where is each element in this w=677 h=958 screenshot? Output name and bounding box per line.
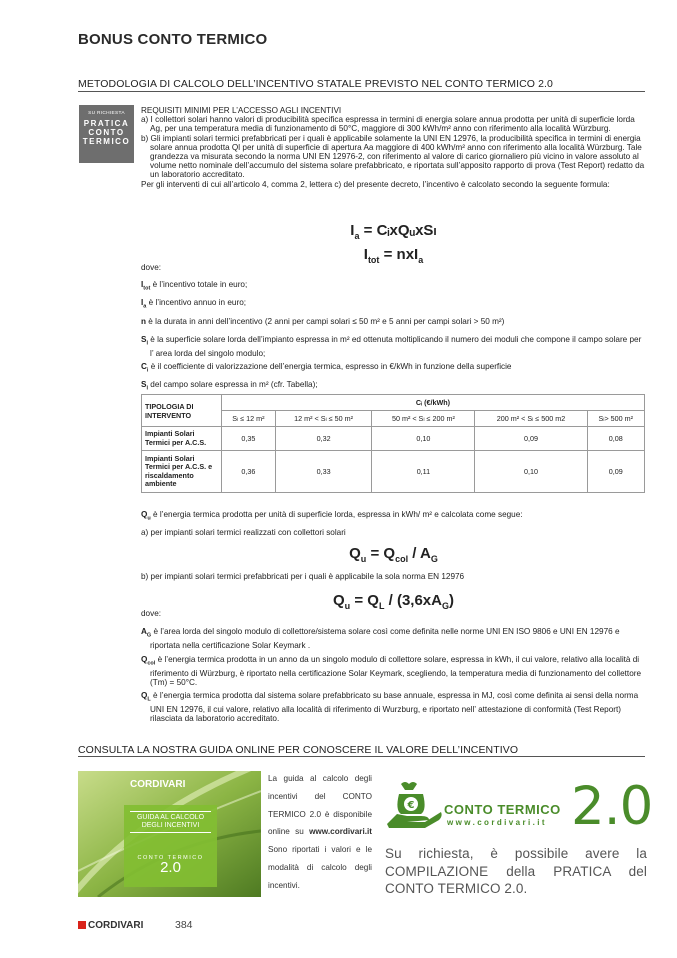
def-sl: $S_l$ è la superficie solare lorda dell’impianto espressa in m² ed ottenuta moltiplicando il numero dei moduli che compone il campo solare per l’ area lorda del singolo modulo; (141, 335, 642, 359)
page-title: BONUS CONTO TERMICO (78, 31, 268, 48)
table-cell: 0,36 (222, 451, 276, 493)
requirements-heading: REQUISITI MINIMI PER L’ACCESSO AGLI INCENTIVI (141, 106, 342, 115)
def-ql: $Q_L$ è l’energia termica prodotta dal sistema solare prefabbricato su base annuale, espressa in MJ, così come definita ai sensi della norma UNI EN 12976, il cui valore, relativo alla località di riferimento di Wurzburg, e riportato nell’ attestazione di conformità (Test Report) rilasciata da laboratorio accreditato. (141, 691, 639, 724)
conto-termico-version: 2.0 (571, 776, 653, 837)
formula-intro: Per gli interventi di cui all’articolo 4, comma 2, lettera c) del presente decreto, l’incentivo è calcolato secondo la seguente formula: (141, 179, 610, 189)
guide-text-1: La guida al calcolo degli incentivi del CONTO TERMICO 2.0 è disponibile online su (268, 774, 372, 837)
def-ia-text: è l’incentivo annuo in euro; (148, 298, 247, 307)
def-ag-text: è l’area lorda del singolo modulo di collettore/sistema solare così come definita nelle norme UNI EN ISO 9806 e UNI EN 12976 e riportata nella certificazione Solar Keymark . (150, 627, 620, 651)
table-cell: 0,09 (475, 427, 587, 451)
page-number: 384 (175, 919, 193, 931)
formula-ia: $I_a$ = CᵢxQᵤxSₗ (350, 222, 437, 241)
guide-brand-logo: CORDIVARI (130, 779, 186, 790)
dove-label-1: dove: (141, 263, 162, 272)
table-cell: 0,10 (372, 427, 475, 451)
request-compilation-text: Su richiesta, è possibile avere la COMPILAZIONE della PRATICA del CONTO TERMICO 2.0. (385, 846, 647, 896)
badge-line-1: SU RICHIESTA (88, 111, 125, 116)
pratica-badge (79, 105, 134, 163)
def-sl2-text: del campo solare espressa in m² (cfr. Tabella); (150, 380, 318, 389)
table-range: Sₗ ≤ 12 m² (222, 411, 276, 427)
requirement-b: b) Gli impianti solari termici prefabbricati per i quali è applicabile solamente la UNI EN 12976, la producibilità specifica in termini di energia solare annua prodotta Ql per unità di superficie di apertura Aa maggiore di 400 kWh/m² anno con riferimento alla località Würzburg. Tale grandezza va misurata secondo la norma UNI EN 12976-2, con riferimento al valore di carico giornaliero più vicino in valore assoluto al volume netto nominale dell’accumulo del sistema solare prefabbricato, e riportata sull’apposito rapporto di prova (Test Report) redatto da un laboratorio accreditato. (141, 133, 645, 180)
table-row (142, 451, 645, 493)
case-b: b) per impianti solari termici prefabbricati per i quali è applicabile la sola norma EN 12976 (141, 572, 465, 581)
requirements-block (141, 106, 646, 189)
formula-itot: $I_{tot} = nxI_a$ (363, 246, 424, 265)
guide-section-title: CONSULTA LA NOSTRA GUIDA ONLINE PER CONOSCERE IL VALORE DELL’INCENTIVO (78, 744, 519, 756)
def-qu: $Q_u$ è l’energia termica prodotta per unità di superficie lorda, espressa in kWh/ m² e calcolata come segue: (141, 510, 523, 522)
table-cell: 0,35 (222, 427, 276, 451)
coefficient-table (141, 394, 645, 493)
table-row (142, 427, 645, 451)
badge-line-2: PRATICA (83, 119, 130, 128)
money-hand-icon (385, 780, 443, 828)
dove-label-2: dove: (141, 609, 162, 618)
table-ci-head: Cᵢ (€/kWh) (222, 395, 645, 411)
table-cell: 0,11 (372, 451, 475, 493)
def-ag: $A_G$ è l’area lorda del singolo modulo di collettore/sistema solare così come definita nelle norme UNI EN ISO 9806 e UNI EN 12976 e riportata nella certificazione Solar Keymark . (141, 627, 620, 651)
table-row-label: Impianti Solari Termici per A.C.S. (142, 427, 222, 451)
footer-brand-logo (78, 920, 143, 931)
def-sl2: $S_l$ del campo solare espressa in m² (cfr. Tabella); (141, 380, 318, 392)
table-cell: 0,08 (587, 427, 644, 451)
conto-termico-logo-text: CONTO TERMICO (444, 802, 561, 817)
def-ci: $C_i$ è il coefficiente di valorizzazione dell’energia termica, espresso in €/kWh in funzione della superficie (141, 362, 512, 374)
guide-description (268, 770, 372, 895)
def-n-text: è la durata in anni dell’incentivo (2 anni per campi solari ≤ 50 m² e 5 anni per campi solari > 50 m²) (148, 317, 505, 326)
def-ia: $I_a$ è l’incentivo annuo in euro; (141, 298, 247, 310)
def-itot: $I_{tot}$ è l’incentivo totale in euro; (141, 280, 248, 292)
badge-line-3: CONTO (88, 128, 125, 137)
def-ql-text: è l’energia termica prodotta dal sistema solare prefabbricato su base annuale, espressa in MJ, così come definita ai sensi della norma UNI EN 12976, il cui valore, relativo alla località di riferimento di Wurzburg, e riportato nell’ attestazione di conformità (Test Report) rilasciata da laboratorio accreditato. (150, 691, 639, 724)
section-divider (78, 91, 645, 92)
brand-mark-icon (78, 921, 86, 929)
table-range: Sₗ> 500 m² (587, 411, 644, 427)
table-cell: 0,09 (587, 451, 644, 493)
def-qcol: $Q_{col}$ è l’energia termica prodotta in un anno da un singolo modulo di collettore solare, espressa in kWh, il cui valore, relativo alla località di riferimento di Würzburg, è riportato nella certificazione Solar Keymark, scegliendo, la temperatura media di funzionamento del collettore (Tm) = 50°C. (141, 655, 642, 688)
formula-ia-rhs: = CᵢxQᵤxSₗ (363, 222, 437, 239)
section-title: METODOLOGIA DI CALCOLO DELL’INCENTIVO STATALE PREVISTO NEL CONTO TERMICO 2.0 (78, 78, 553, 90)
guide-section-divider (78, 756, 645, 757)
guide-title: GUIDA AL CALCOLO DEGLI INCENTIVI (130, 811, 211, 833)
formula-itot-rhs: = nxI (383, 246, 419, 263)
formula-qu-a-rhs: = Q (370, 545, 396, 562)
guide-title-box (124, 805, 217, 887)
formula-qu-b-rhs: = Q (354, 592, 379, 609)
guide-ct-label: CONTO TERMICO (137, 855, 204, 861)
formula-qu-a: $Q_u = Q_{col} / A_G$ (349, 545, 438, 564)
table-range: 200 m² < Sₗ ≤ 500 m2 (475, 411, 587, 427)
guide-ct-version: 2.0 (160, 859, 181, 876)
table-range: 50 m² < Sₗ ≤ 200 m² (372, 411, 475, 427)
table-cell: 0,32 (275, 427, 372, 451)
requirement-a: a) I collettori solari hanno valori di producibilità specifica espressa in termini di energia solare annua prodotta per unità di superficie lorda Ag, per una temperatura media di funzionamento di 50°C, maggiore di 300 kWh/m² anno con riferimento alla località Würzburg. (141, 115, 635, 134)
conto-termico-website: www.cordivari.it (447, 818, 547, 827)
badge-line-4: TERMICO (82, 137, 131, 146)
table-cell: 0,33 (275, 451, 372, 493)
case-a: a) per impianti solari termici realizzati con collettori solari (141, 528, 346, 537)
table-range: 12 m² < Sₗ ≤ 50 m² (275, 411, 372, 427)
def-qu-text: è l’energia termica prodotta per unità di superficie lorda, espressa in kWh/ m² e calcolata come segue: (153, 510, 523, 519)
table-cell: 0,10 (475, 451, 587, 493)
svg-text:€: € (407, 800, 415, 811)
def-itot-text: è l’incentivo totale in euro; (152, 280, 248, 289)
footer-brand-text: CORDIVARI (88, 920, 144, 931)
formula-qu-b: $Q_u = Q_L / (3,6xA_G)$ (333, 592, 454, 611)
table-col-head: TIPOLOGIA DI INTERVENTO (142, 395, 222, 427)
guide-text-2: Sono riportati i valori e le modalità di calcolo degli incentivi. (268, 845, 372, 890)
def-qcol-text: è l’energia termica prodotta in un anno da un singolo modulo di collettore solare, espressa in kWh, il cui valore, relativo alla località di riferimento di Würzburg, è riportato nella certificazione Solar Keymark, scegliendo, la temperatura media di funzionamento del collettore (Tm) = 50°C. (150, 655, 642, 688)
guide-link[interactable]: www.cordivari.it (309, 827, 372, 837)
table-row-label: Impianti Solari Termici per A.C.S. e riscaldamento ambiente (142, 451, 222, 493)
def-sl-text: è la superficie solare lorda dell’impianto espressa in m² ed ottenuta moltiplicando il numero dei moduli che compone il campo solare per l’ area lorda del singolo modulo; (150, 335, 642, 359)
def-ci-text: è il coefficiente di valorizzazione dell’energia termica, espresso in €/kWh in funzione della superficie (150, 362, 512, 371)
def-n: n è la durata in anni dell’incentivo (2 anni per campi solari ≤ 50 m² e 5 anni per campi solari > 50 m²) (141, 317, 505, 326)
